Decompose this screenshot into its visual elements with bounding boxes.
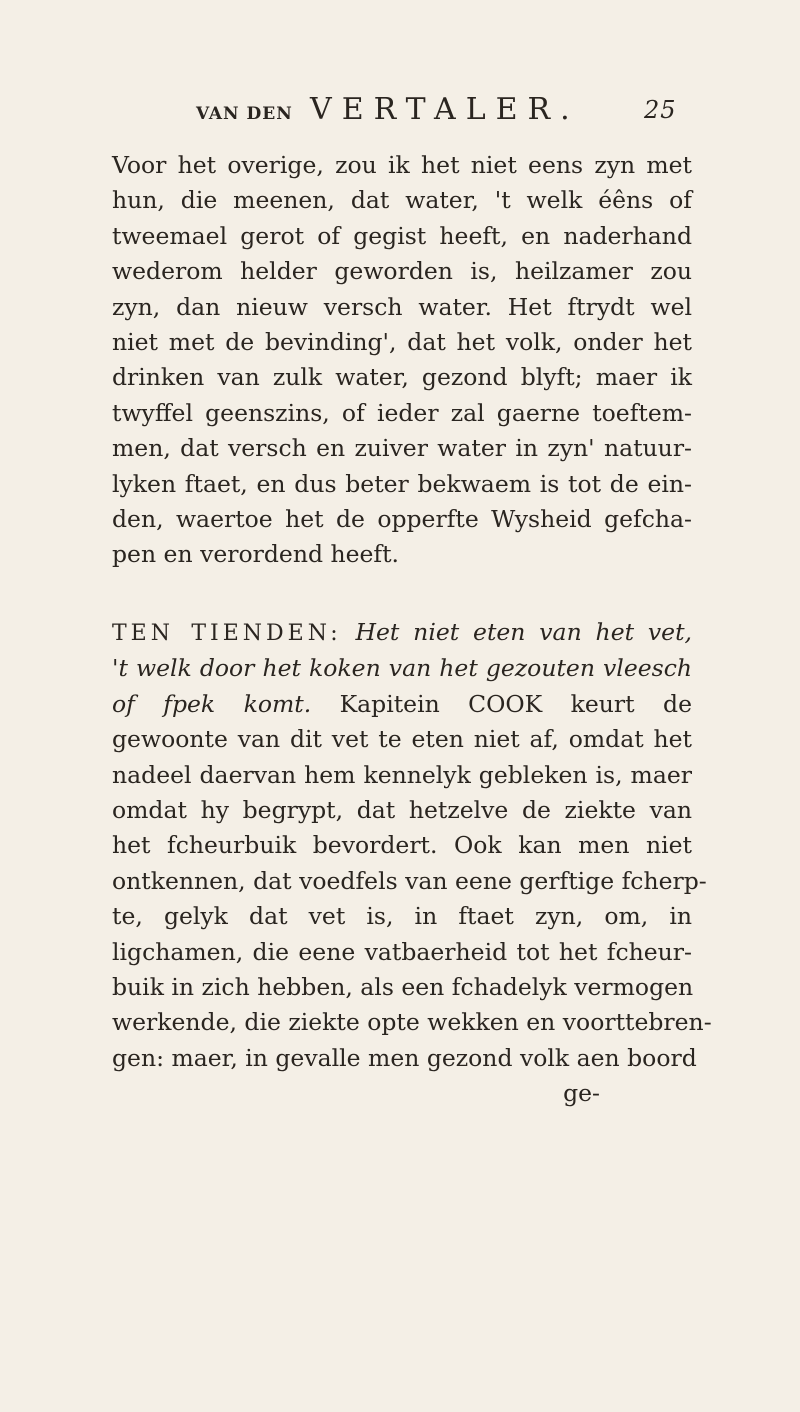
text-line: wederom helder geworden is, heilzamer zou bbox=[112, 257, 692, 286]
paragraph-2 bbox=[112, 615, 712, 1112]
paragraph-gap bbox=[112, 573, 692, 615]
text-line: den, waertoe het de opperfte Wysheid gefcha- bbox=[112, 505, 692, 534]
text-line bbox=[112, 615, 692, 651]
text-line: buik in zich hebben, als een fchadelyk vermogen bbox=[112, 972, 694, 1001]
text-line: hun, die meenen, dat water, 't welk éêns of bbox=[112, 186, 692, 215]
text-line: twyffel geenszins, of ieder zal gaerne toeftem- bbox=[112, 398, 692, 427]
text-line: Voor het overige, zou ik het niet eens zyn met bbox=[112, 151, 692, 179]
running-head-title: VERTALER. bbox=[310, 92, 580, 127]
text-line: lyken ftaet, en dus beter bekwaem is tot de ein- bbox=[112, 469, 692, 498]
text-line: ontkennen, dat voedfels van eene gerftige fcherp- bbox=[112, 866, 707, 895]
text-line: omdat hy begrypt, dat hetzelve de ziekte van bbox=[112, 795, 692, 824]
page-body bbox=[112, 148, 712, 1112]
section-heading-line: 't welk door het koken van het gezouten vleesch bbox=[112, 654, 692, 683]
text-line: gewoonte van dit vet te eten niet af, omdat het bbox=[112, 725, 692, 754]
running-head-prefix: VAN DEN bbox=[196, 104, 293, 124]
text-line: pen en verordend heeft. bbox=[112, 540, 400, 569]
text-line: niet met de bevinding', dat het volk, onder het bbox=[112, 328, 692, 357]
text-line: het fcheurbuik bevordert. Ook kan men niet bbox=[112, 831, 692, 860]
text-line: drinken van zulk water, gezond blyft; maer ik bbox=[112, 363, 692, 392]
section-heading: Het niet eten van het vet, bbox=[355, 617, 692, 646]
text-line: ligchamen, die eene vatbaerheid tot het fcheur- bbox=[112, 937, 692, 966]
page-number: 25 bbox=[644, 96, 677, 124]
section-lead: TEN TIENDEN: bbox=[112, 620, 342, 646]
text-line: zyn, dan nieuw versch water. Het ftrydt wel bbox=[112, 292, 692, 321]
running-head bbox=[196, 92, 677, 127]
section-heading-end: of fpek komt. bbox=[112, 689, 312, 718]
text-line: tweemael gerot of gegist heeft, en naderhand bbox=[112, 221, 692, 250]
text-line: men, dat versch en zuiver water in zyn' natuur- bbox=[112, 434, 692, 463]
text-line: nadeel daervan hem kennelyk gebleken is, maer bbox=[112, 760, 692, 789]
text-line: werkende, die ziekte opte wekken en voorttebren- bbox=[112, 1008, 712, 1037]
text-line-rest: Kapitein COOK keurt de bbox=[339, 689, 692, 718]
text-line bbox=[112, 687, 692, 722]
catchword: ge- bbox=[563, 1079, 600, 1108]
text-line: gen: maer, in gevalle men gezond volk aen boord bbox=[112, 1043, 697, 1072]
text-line: te, gelyk dat vet is, in ftaet zyn, om, in bbox=[112, 902, 692, 931]
paragraph-1 bbox=[112, 148, 692, 573]
